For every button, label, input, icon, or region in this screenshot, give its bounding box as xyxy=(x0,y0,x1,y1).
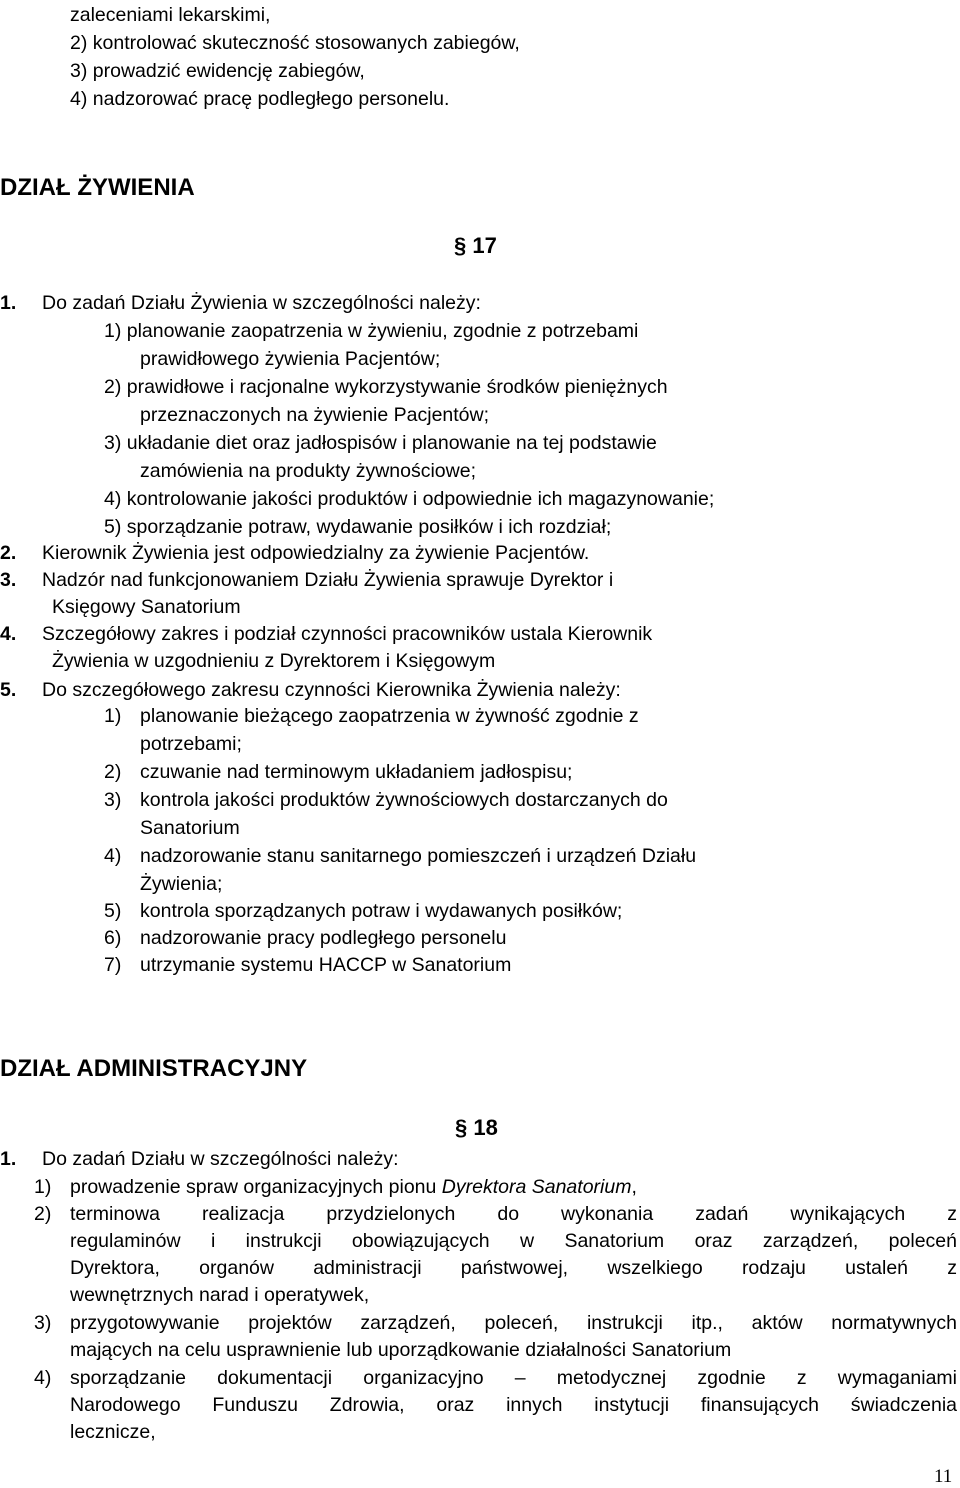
s17-k2-text: czuwanie nad terminowym układaniem jadłospisu; xyxy=(140,761,573,783)
s17-p1-text: Do zadań Działu Żywienia w szczególności należy: xyxy=(42,292,481,314)
s17-k2-number: 2) xyxy=(104,761,122,783)
s17-k4-text-a: nadzorowanie stanu sanitarnego pomieszczeń i urządzeń Działu xyxy=(140,845,697,867)
s17-k5-number: 5) xyxy=(104,900,122,922)
s17-p3-number: 3. xyxy=(0,569,17,591)
s17-k1-text-b: potrzebami; xyxy=(140,733,242,755)
s18-a3-number: 3) xyxy=(34,1312,52,1334)
s17-item-3b: zamówienia na produkty żywnościowe; xyxy=(140,460,476,482)
s18-p1-text: Do zadań Działu w szczególności należy: xyxy=(42,1148,399,1170)
s17-p4-number: 4. xyxy=(0,623,17,645)
s17-k3-text-a: kontrola jakości produktów żywnościowych dostarczanych do xyxy=(140,789,668,811)
s17-k5-text: kontrola sporządzanych potraw i wydawanych posiłków; xyxy=(140,900,623,922)
s17-k7-text: utrzymanie systemu HACCP w Sanatorium xyxy=(140,954,512,976)
s17-p5-number: 5. xyxy=(0,679,17,701)
s18-a2-line-4: wewnętrznych narad i operatywek, xyxy=(70,1284,370,1306)
s18-a1-line xyxy=(70,1174,637,1201)
s17-k1-text-a: planowanie bieżącego zaopatrzenia w żywność zgodnie z xyxy=(140,705,639,727)
s17-item-1b: prawidłowego żywienia Pacjentów; xyxy=(140,348,441,370)
s17-item-2b: przeznaczonych na żywienie Pacjentów; xyxy=(140,404,490,426)
top-line-4: 4) nadzorować pracę podległego personelu. xyxy=(70,88,450,110)
s17-k4-number: 4) xyxy=(104,845,122,867)
top-line-1: zaleceniami lekarskimi, xyxy=(70,4,271,26)
s18-a4-line-2: Narodowego Funduszu Zdrowia, oraz innych instytucji finansujących świadczenia xyxy=(70,1394,957,1416)
s18-a1-text: prowadzenie spraw organizacyjnych pionu xyxy=(70,1176,442,1198)
s17-p3-text-b: Księgowy Sanatorium xyxy=(52,596,241,618)
s17-item-2a: 2) prawidłowe i racjonalne wykorzystywanie środków pieniężnych xyxy=(104,376,668,398)
s17-k1-number: 1) xyxy=(104,705,122,727)
s17-k7-number: 7) xyxy=(104,954,122,976)
s18-a1-number: 1) xyxy=(34,1176,52,1198)
s17-k4-text-b: Żywienia; xyxy=(140,873,223,895)
s18-a3-line-1: przygotowywanie projektów zarządzeń, poleceń, instrukcji itp., aktów normatywnych xyxy=(70,1312,957,1334)
s18-a4-line-3: lecznicze, xyxy=(70,1421,156,1443)
s17-item-1a: 1) planowanie zaopatrzenia w żywieniu, zgodnie z potrzebami xyxy=(104,320,639,342)
s17-p2-number: 2. xyxy=(0,542,17,564)
s17-p1-number: 1. xyxy=(0,292,17,314)
s17-k6-text: nadzorowanie pracy podległego personelu xyxy=(140,927,507,949)
s17-k3-number: 3) xyxy=(104,789,122,811)
s17-item-4: 4) kontrolowanie jakości produktów i odpowiednie ich magazynowanie; xyxy=(104,488,715,510)
s18-a2-line-2: regulaminów i instrukcji obowiązujących w Sanatorium oraz zarządzeń, poleceń xyxy=(70,1230,957,1252)
s17-p5-text: Do szczegółowego zakresu czynności Kierownika Żywienia należy: xyxy=(42,679,621,701)
section-heading-administracyjny: DZIAŁ ADMINISTRACYJNY xyxy=(0,1055,308,1082)
s18-a1-italic: Dyrektora Sanatorium xyxy=(441,1176,632,1198)
s18-a4-line-1: sporządzanie dokumentacji organizacyjno – metodycznej zgodnie z wymaganiami xyxy=(70,1367,957,1389)
s18-a1-end: , xyxy=(631,1176,637,1198)
page-number: 11 xyxy=(934,1466,953,1487)
s17-k3-text-b: Sanatorium xyxy=(140,817,240,839)
s17-p2-text: Kierownik Żywienia jest odpowiedzialny za żywienie Pacjentów. xyxy=(42,542,590,564)
s18-a2-number: 2) xyxy=(34,1203,52,1225)
paragraph-18-heading: § 18 xyxy=(455,1115,498,1140)
s17-p3-text-a: Nadzór nad funkcjonowaniem Działu Żywienia sprawuje Dyrektor i xyxy=(42,569,614,591)
s17-p4-text-a: Szczegółowy zakres i podział czynności pracowników ustala Kierownik xyxy=(42,623,653,645)
s17-k6-number: 6) xyxy=(104,927,122,949)
section-heading-zywienia: DZIAŁ ŻYWIENIA xyxy=(0,174,195,201)
s18-a3-line-2: mających na celu usprawnienie lub uporządkowanie działalności Sanatorium xyxy=(70,1339,732,1361)
top-line-3: 3) prowadzić ewidencję zabiegów, xyxy=(70,60,365,82)
s18-a2-line-1: terminowa realizacja przydzielonych do wykonania zadań wynikających z xyxy=(70,1203,957,1225)
s18-a2-line-3: Dyrektora, organów administracji państwowej, wszelkiego rodzaju ustaleń z xyxy=(70,1257,957,1279)
paragraph-17-heading: § 17 xyxy=(454,233,497,258)
s17-item-5: 5) sporządzanie potraw, wydawanie posiłków i ich rozdział; xyxy=(104,516,612,538)
top-line-2: 2) kontrolować skuteczność stosowanych zabiegów, xyxy=(70,32,520,54)
s17-item-3a: 3) układanie diet oraz jadłospisów i planowanie na tej podstawie xyxy=(104,432,657,454)
s17-p4-text-b: Żywienia w uzgodnieniu z Dyrektorem i Księgowym xyxy=(52,650,496,672)
s18-p1-number: 1. xyxy=(0,1148,17,1170)
s18-a4-number: 4) xyxy=(34,1367,52,1389)
